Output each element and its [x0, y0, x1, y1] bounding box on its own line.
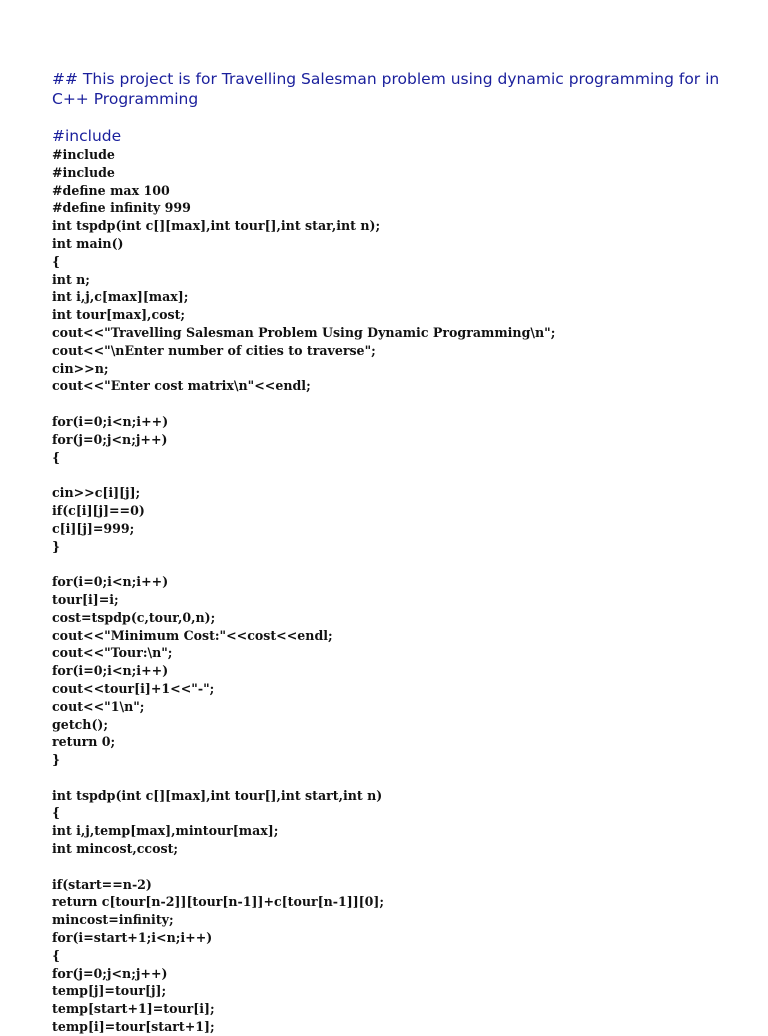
- code-line: int tspdp(int c[][max],int tour[],int start,int n): [52, 787, 383, 803]
- code-line: {: [52, 449, 61, 465]
- code-line: #include: [52, 164, 115, 180]
- code-line: #define max 100: [52, 182, 170, 198]
- code-line: {: [52, 253, 61, 269]
- code-line: int tour[max],cost;: [52, 307, 186, 323]
- code-line: cout<<"1\n";: [52, 698, 145, 714]
- code-line: cout<<"Travelling Salesman Problem Using Dynamic Programming\n";: [52, 324, 556, 340]
- code-line: if(c[i][j]==0): [52, 502, 145, 518]
- code-line: temp[i]=tour[start+1];: [52, 1019, 215, 1035]
- code-line: }: [52, 538, 61, 554]
- code-line: for(j=0;j<n;j++): [52, 965, 168, 981]
- code-line: temp[j]=tour[j];: [52, 983, 167, 999]
- code-line: cout<<tour[i]+1<<"-";: [52, 680, 215, 696]
- code-line: int i,j,c[max][max];: [52, 289, 189, 305]
- code-line: cout<<"Minimum Cost:"<<cost<<endl;: [52, 627, 333, 643]
- code-line: int tspdp(int c[][max],int tour[],int star,int n);: [52, 218, 381, 234]
- code-line: for(j=0;j<n;j++): [52, 431, 168, 447]
- code-line: [52, 555, 555, 573]
- code-line: {: [52, 947, 61, 963]
- code-line: cin>>n;: [52, 360, 109, 376]
- code-block: [52, 146, 555, 1036]
- code-line: return 0;: [52, 734, 116, 750]
- code-line: temp[start+1]=tour[i];: [52, 1001, 215, 1017]
- code-line: cin>>c[i][j];: [52, 485, 141, 501]
- code-line: cout<<"\nEnter number of cities to traverse";: [52, 342, 376, 358]
- code-line: tour[i]=i;: [52, 591, 119, 607]
- code-line: getch();: [52, 716, 109, 732]
- code-line: {: [52, 805, 61, 821]
- code-line: cost=tspdp(c,tour,0,n);: [52, 609, 216, 625]
- code-line: int main(): [52, 235, 124, 251]
- code-line: for(i=0;i<n;i++): [52, 413, 169, 429]
- code-line: [52, 466, 555, 484]
- code-line: for(i=0;i<n;i++): [52, 574, 169, 590]
- code-line: int n;: [52, 271, 90, 287]
- code-line: #define infinity 999: [52, 200, 191, 216]
- include-heading: #include: [52, 127, 122, 145]
- code-line: [52, 858, 555, 876]
- code-line: return c[tour[n-2]][tour[n-1]]+c[tour[n-1]][0];: [52, 894, 384, 910]
- code-line: for(i=0;i<n;i++): [52, 663, 169, 679]
- code-line: [52, 769, 555, 787]
- code-line: int mincost,ccost;: [52, 841, 179, 857]
- code-line: [52, 395, 555, 413]
- code-line: c[i][j]=999;: [52, 520, 135, 536]
- code-line: mincost=infinity;: [52, 912, 174, 928]
- code-line: for(i=start+1;i<n;i++): [52, 930, 213, 946]
- code-line: int i,j,temp[max],mintour[max];: [52, 823, 279, 839]
- code-line: cout<<"Tour:\n";: [52, 645, 173, 661]
- code-line: if(start==n-2): [52, 876, 152, 892]
- document-heading: ## This project is for Travelling Salesman problem using dynamic programming for in C++ Programming: [52, 70, 720, 108]
- code-line: }: [52, 752, 61, 768]
- code-line: cout<<"Enter cost matrix\n"<<endl;: [52, 378, 311, 394]
- code-line: #include: [52, 147, 115, 162]
